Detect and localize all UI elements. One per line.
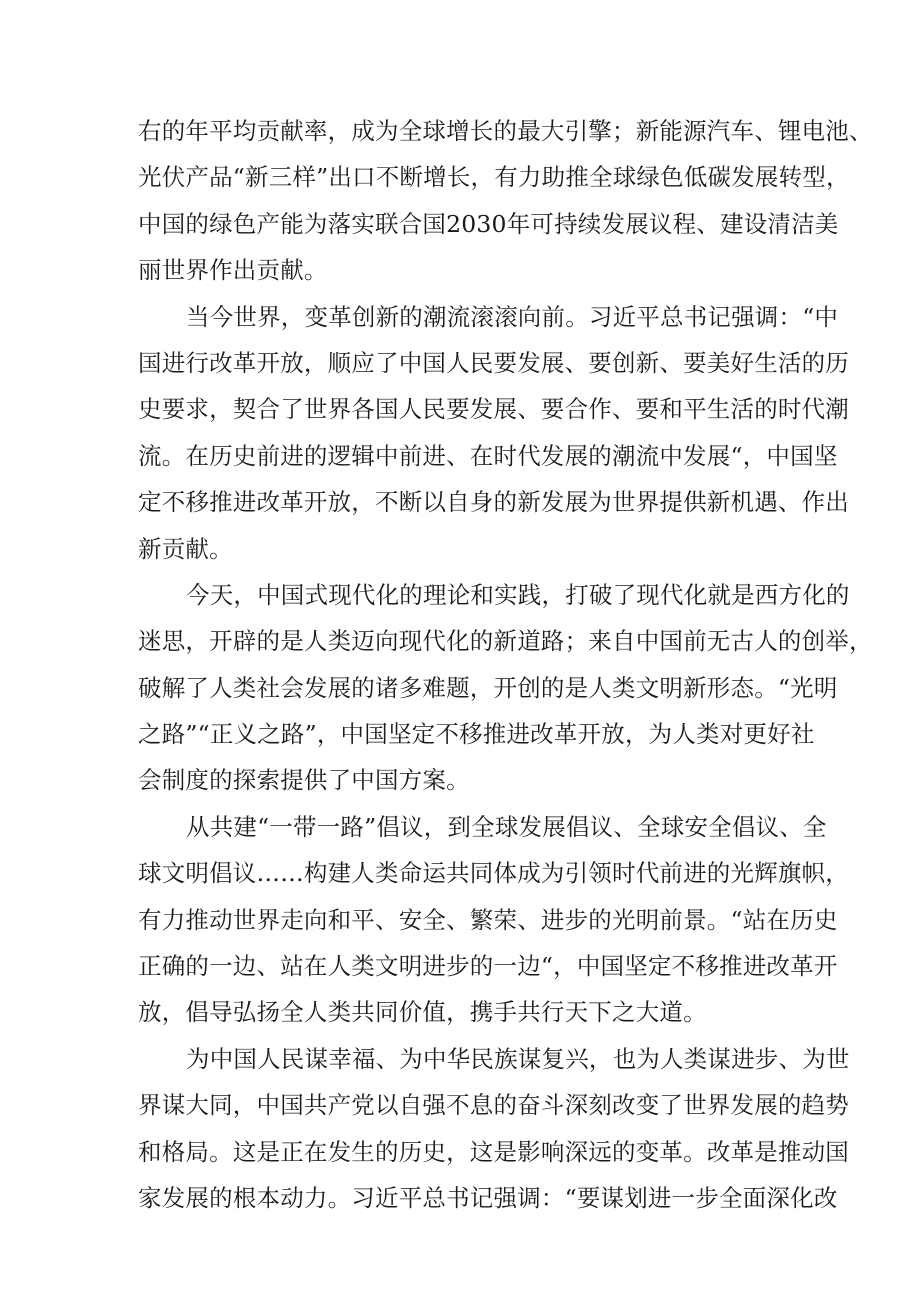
paragraph-first-line: 为中国人民谋幸福、为中华民族谋复兴，也为人类谋进步、为世 <box>186 1044 850 1073</box>
text-line: 史要求，契合了世界各国人民要发展、要合作、要和平生活的时代潮 <box>138 395 849 424</box>
text-line: 国进行改革开放，顺应了中国人民要发展、要创新、要美好生活的历 <box>138 348 849 377</box>
text-line: 新贡献。 <box>138 534 233 563</box>
text-line: 右的年平均贡献率，成为全球增长的最大引擎；新能源汽车、锂电池、 <box>138 117 873 145</box>
text-line: 球文明倡议……构建人类命运共同体成为引领时代前进的光辉旗帜， <box>138 859 849 888</box>
text-line: 有力推动世界走向和平、安全、繁荣、进步的光明前景。“站在历史 <box>138 905 838 934</box>
text-line: 中国的绿色产能为落实联合国2030年可持续发展议程、建设清洁美 <box>138 209 839 238</box>
text-line: 家发展的根本动力。习近平总书记强调：“要谋划进一步全面深化改 <box>138 1183 838 1212</box>
text-line: 之路”“正义之路”，中国坚定不移推进改革开放，为人类对更好社 <box>138 720 815 749</box>
document-body <box>138 108 873 1221</box>
paragraph-first-line: 从共建“一带一路”倡议，到全球发展倡议、全球安全倡议、全 <box>186 812 827 841</box>
text-line: 放，倡导弘扬全人类共同价值，携手共行天下之大道。 <box>138 998 707 1027</box>
text-line: 会制度的探索提供了中国方案。 <box>138 766 470 795</box>
text-line: 正确的一边、站在人类文明进步的一边“，中国坚定不移推进改革开 <box>138 952 838 981</box>
text-line: 界谋大同，中国共产党以自强不息的奋斗深刻改变了世界发展的趋势 <box>138 1091 849 1120</box>
text-line: 和格局。这是正在发生的历史，这是影响深远的变革。改革是推动国 <box>138 1137 849 1166</box>
paragraph-first-line: 今天，中国式现代化的理论和实践，打破了现代化就是西方化的 <box>186 580 850 609</box>
text-line: 光伏产品“新三样”出口不断增长，有力助推全球绿色低碳发展转型， <box>138 163 850 192</box>
text-line: 丽世界作出贡献。 <box>138 256 328 285</box>
text-line: 定不移推进改革开放，不断以自身的新发展为世界提供新机遇、作出 <box>138 488 849 517</box>
text-line: 流。在历史前进的逻辑中前进、在时代发展的潮流中发展“，中国坚 <box>138 441 838 470</box>
text-line: 破解了人类社会发展的诸多难题，开创的是人类文明新形态。“光明 <box>138 673 838 702</box>
text-line: 迷思，开辟的是人类迈向现代化的新道路；来自中国前无古人的创举， <box>138 627 873 656</box>
paragraph-first-line: 当今世界，变革创新的潮流滚滚向前。习近平总书记强调：“中 <box>186 302 839 331</box>
